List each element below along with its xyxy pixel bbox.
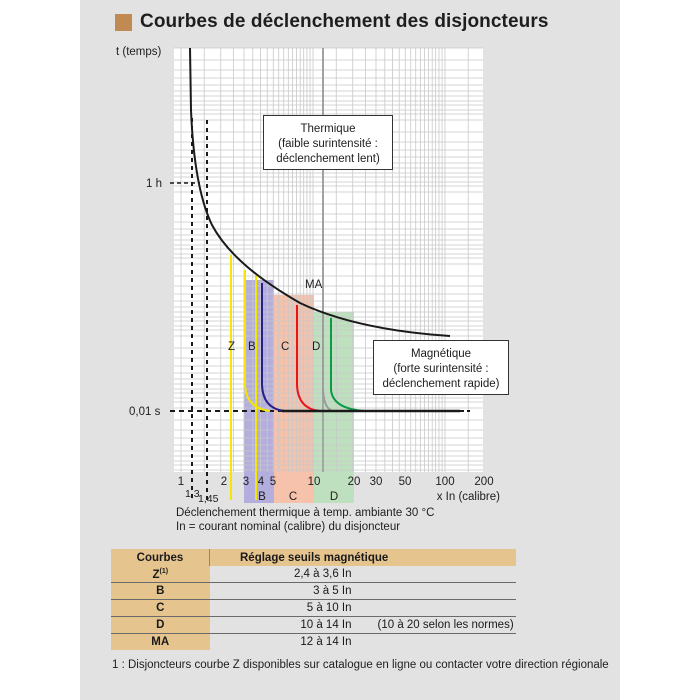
cell-curve xyxy=(111,600,210,617)
x-extra-tick-1-3: 1,3 xyxy=(185,488,200,500)
label-B: B xyxy=(248,341,256,353)
curve-name: B xyxy=(156,585,165,597)
cell-note xyxy=(362,634,517,651)
x-tick: 2 xyxy=(220,476,228,488)
cell-range: 10 à 14 In xyxy=(210,617,362,634)
table-row xyxy=(111,566,516,583)
curve-name: C xyxy=(156,602,165,614)
cell-curve xyxy=(111,583,210,600)
label-MA: MA xyxy=(305,279,323,291)
x-tick: 5 xyxy=(269,476,277,488)
cell-curve xyxy=(111,566,210,583)
one-hour-label: 1 h xyxy=(146,178,162,190)
band-label-C: C xyxy=(288,491,298,503)
band-label-D: D xyxy=(329,491,339,503)
x-axis-label: x In (calibre) xyxy=(436,491,500,503)
table-header-row xyxy=(111,549,516,566)
curve-name: D xyxy=(156,619,165,631)
thermal-box-line-1: Thermique xyxy=(300,123,356,135)
header-curves: Courbes xyxy=(111,549,210,566)
x-tick: 200 xyxy=(474,476,494,488)
cell-note xyxy=(362,600,517,617)
cell-curve xyxy=(111,634,210,651)
curve-name: MA xyxy=(151,636,170,648)
magnetic-box-line-1: Magnétique xyxy=(410,348,472,360)
cell-range: 3 à 5 In xyxy=(210,583,362,600)
x-tick: 1 xyxy=(177,476,185,488)
footnote-ref: (1) xyxy=(159,567,169,575)
label-C: C xyxy=(281,341,290,353)
threshold-table xyxy=(111,549,516,650)
page-title: Courbes de déclenchement des disjoncteurs xyxy=(140,11,549,32)
cell-curve xyxy=(111,617,210,634)
label-Z: Z xyxy=(228,341,236,353)
x-tick: 100 xyxy=(435,476,455,488)
hundredth-second-label: 0,01 s xyxy=(129,406,161,418)
y-axis-label: t (temps) xyxy=(116,46,162,58)
cell-note xyxy=(362,583,517,600)
thermal-box-line-3: déclenchement lent) xyxy=(276,153,380,165)
cell-range: 5 à 10 In xyxy=(210,600,362,617)
magnetic-box-line-2: (forte surintensité : xyxy=(393,363,489,375)
x-extra-tick-1-45: 1,45 xyxy=(198,493,219,505)
x-tick: 3 xyxy=(242,476,250,488)
band-B xyxy=(244,280,277,503)
curve-name: Z xyxy=(152,568,160,581)
cell-note: (10 à 20 selon les normes) xyxy=(362,617,517,634)
thermal-box-line-2: (faible surintensité : xyxy=(278,138,378,150)
footnote: 1 : Disjoncteurs courbe Z disponibles sur catalogue en ligne ou contacter votre direction régionale xyxy=(112,659,609,671)
x-tick: 30 xyxy=(369,476,383,488)
band-label-B: B xyxy=(258,491,266,503)
note-in-definition: In = courant nominal (calibre) du disjoncteur xyxy=(176,521,401,533)
table-row xyxy=(111,583,516,600)
magnetic-box-line-3: déclenchement rapide) xyxy=(382,378,500,390)
cell-range: 12 à 14 In xyxy=(300,636,352,648)
table-row xyxy=(111,617,516,634)
table-row xyxy=(111,600,516,617)
cell-range: 2,4 à 3,6 In xyxy=(210,566,362,583)
x-tick: 10 xyxy=(307,476,321,488)
table-row xyxy=(111,634,516,651)
x-tick: 20 xyxy=(347,476,361,488)
note-thermal-temp: Déclenchement thermique à temp. ambiante 30 °C xyxy=(176,507,435,519)
x-tick: 4 xyxy=(257,476,265,488)
header-settings: Réglage seuils magnétique xyxy=(210,549,517,566)
x-tick: 50 xyxy=(398,476,412,488)
cell-note xyxy=(362,566,517,583)
label-D: D xyxy=(312,341,321,353)
